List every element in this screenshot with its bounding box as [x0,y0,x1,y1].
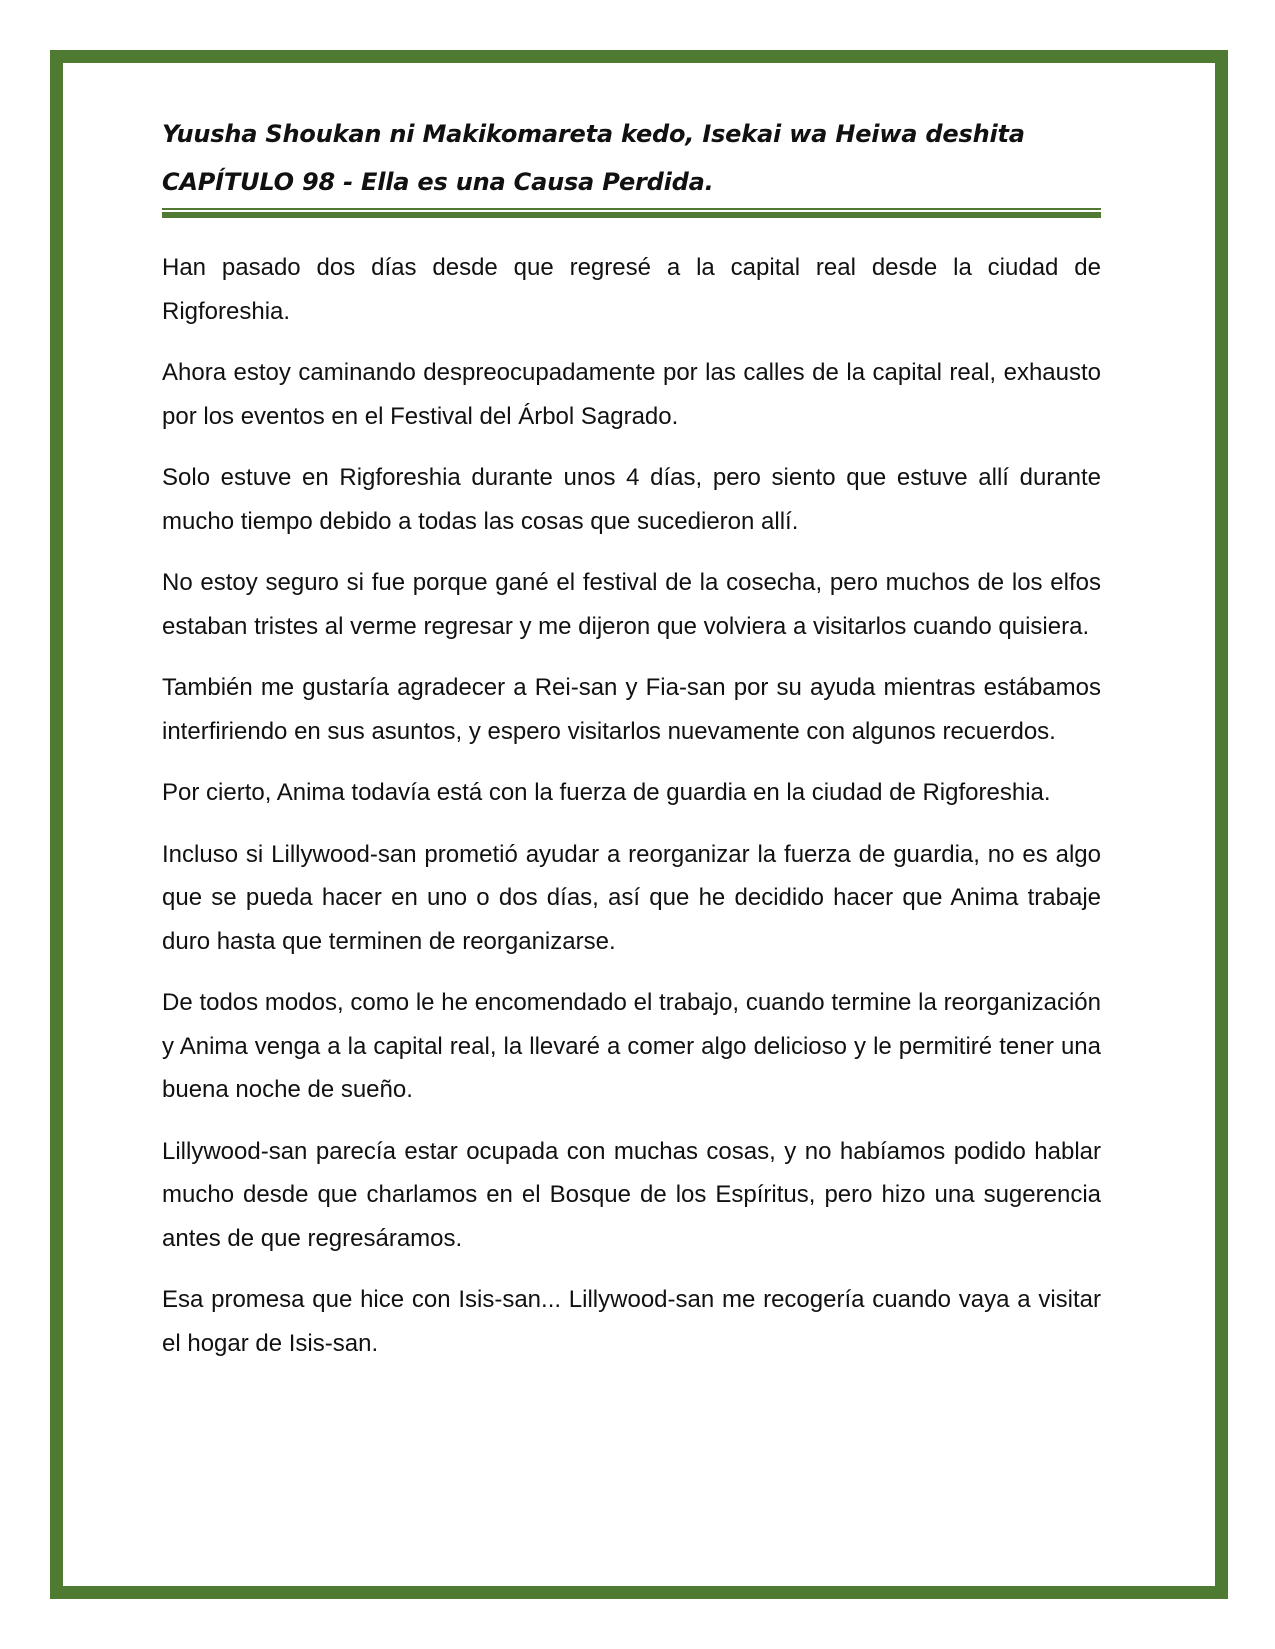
paragraph: Incluso si Lillywood-san prometió ayudar a reorganizar la fuerza de guardia, no es algo que se pueda hacer en uno o dos días, así que he decidido hacer que Anima trabaje duro hasta que terminen de reorganizarse. [162,840,1101,955]
paragraph: También me gustaría agradecer a Rei-san y Fia-san por su ayuda mientras estábamos interfiriendo en sus asuntos, y espero visitarlos nuevamente con algunos recuerdos. [162,674,1101,745]
title-divider [162,208,1101,216]
paragraph: De todos modos, como le he encomendado el trabajo, cuando termine la reorganización y Anima venga a la capital real, la llevaré a comer algo delicioso y le permitiré tener una buena noche de sueño. [162,989,1101,1103]
chapter-title: CAPÍTULO 98 - Ella es una Causa Perdida. [162,168,714,196]
title-divider-thick [162,212,1101,218]
paragraph: Han pasado dos días desde que regresé a la capital real desde la ciudad de Rigforeshia. [162,254,1101,325]
paragraph: Ahora estoy caminando despreocupadamente por las calles de la capital real, exhausto por los eventos en el Festival del Árbol Sagrado. [162,359,1101,430]
paragraph: No estoy seguro si fue porque gané el festival de la cosecha, pero muchos de los elfos estaban tristes al verme regresar y me dijeron que volviera a visitarlos cuando quisiera. [162,569,1101,640]
document-content [162,110,1101,1383]
paragraph: Esa promesa que hice con Isis-san... Lillywood-san me recogería cuando vaya a visitar el hogar de Isis-san. [162,1286,1101,1357]
title-divider-thin [162,208,1101,210]
series-title: Yuusha Shoukan ni Makikomareta kedo, Isekai wa Heiwa deshita [162,120,1025,148]
chapter-body [162,246,1101,1365]
paragraph: Por cierto, Anima todavía está con la fuerza de guardia en la ciudad de Rigforeshia. [162,779,1051,806]
paragraph: Lillywood-san parecía estar ocupada con muchas cosas, y no habíamos podido hablar mucho desde que charlamos en el Bosque de los Espíritus, pero hizo una sugerencia antes de que regresáramos. [162,1137,1101,1252]
paragraph: Solo estuve en Rigforeshia durante unos 4 días, pero siento que estuve allí durante mucho tiempo debido a todas las cosas que sucedieron allí. [162,464,1101,535]
